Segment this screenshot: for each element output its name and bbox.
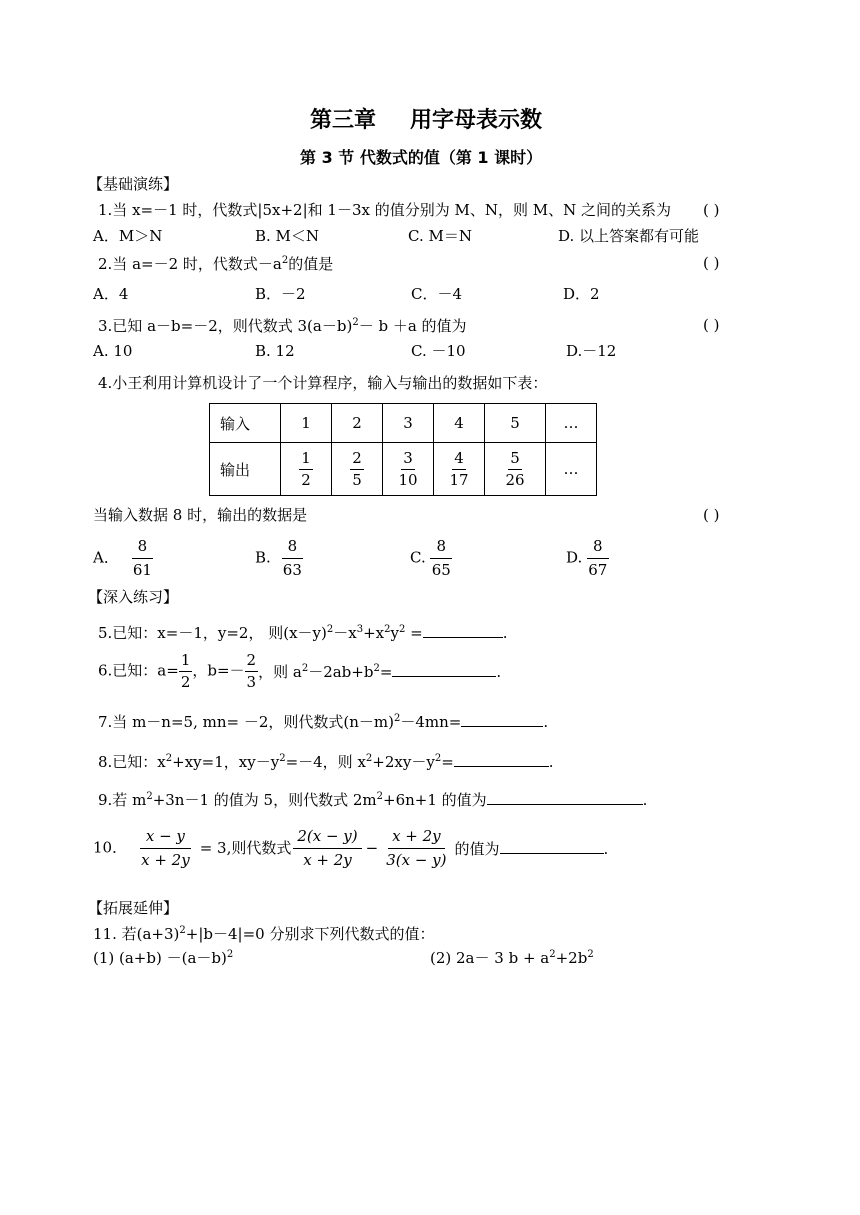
section-deep: 【深入练习】 xyxy=(88,588,179,606)
q6-answer-blank[interactable] xyxy=(392,662,496,677)
q1-option-d: D. 以上答案都有可能 xyxy=(558,227,700,245)
q4-option-b: B. $\frac{8}{63}$ xyxy=(255,537,302,579)
output-cell: $\frac{1}{2}$ xyxy=(281,443,332,496)
input-label: 输入 xyxy=(210,404,281,443)
q9-stem: 9.若 $m^2+3n-1$ 的值为 5，则代数式 $2m^2+6n+1$ 的值为 . xyxy=(98,791,648,809)
input-cell: 3 xyxy=(383,404,434,443)
table-row-output xyxy=(210,443,597,496)
output-cell: $\frac{4}{17}$ xyxy=(434,443,485,496)
input-cell: 5 xyxy=(485,404,546,443)
io-table xyxy=(209,403,597,496)
q4-option-a: A． $\frac{8}{61}$ xyxy=(93,537,152,579)
q2-option-c: C．－4 xyxy=(411,285,463,303)
q3-option-d: D.－12 xyxy=(566,342,617,360)
q6-stem: 6.已知：a= $\frac{1}{2}$ ，b=－ $\frac{2}{3}$ ，则 $a^2-2ab+b^2=$ . xyxy=(98,651,502,691)
q3-answer-paren: ( ) xyxy=(703,316,720,334)
output-cell: $\frac{3}{10}$ xyxy=(383,443,434,496)
title-topic: 用字母表示数 xyxy=(410,108,543,133)
input-cell: 2 xyxy=(332,404,383,443)
table-row-input xyxy=(210,404,597,443)
input-cell: 1 xyxy=(281,404,332,443)
q2-answer-paren: ( ) xyxy=(703,254,720,272)
input-cell: 4 xyxy=(434,404,485,443)
q10-stem: 10． $\frac{x - y}{x + 2y}$ = 3,则代数式 $\frac{2(x - y)}{x + 2y}$ − $\frac{x + 2y}{3(x - y)}$ 的值为 . xyxy=(93,827,609,869)
q3-stem: 3.已知 a－b=－2，则代数式 $3(a-b)^2- b +a$ 的值为 xyxy=(98,317,467,335)
q5-answer-blank[interactable] xyxy=(423,623,503,638)
q8-answer-blank[interactable] xyxy=(454,752,549,767)
q11-part2: (2) 2a－ 3 $b + a^2+2b^2$ xyxy=(430,949,594,967)
q4-option-c: C. $\frac{8}{65}$ xyxy=(410,537,451,579)
q1-option-b: B. M＜N xyxy=(255,227,320,245)
q3-option-c: C. －10 xyxy=(411,342,466,360)
page-title xyxy=(310,110,542,132)
q2-stem: 2.当 a=－2 时，代数式$-a^2$的值是 xyxy=(98,255,334,273)
q2-option-d: D．2 xyxy=(563,285,600,303)
output-cell: $\frac{2}{5}$ xyxy=(332,443,383,496)
q9-answer-blank[interactable] xyxy=(487,790,643,805)
output-label: 输出 xyxy=(210,443,281,496)
section-extend: 【拓展延伸】 xyxy=(88,899,179,917)
q11-part1: (1) $(a+b) -(a-b)^2$ xyxy=(93,949,234,967)
q1-option-a: A．M＞N xyxy=(93,227,163,245)
title-chapter: 第三章 xyxy=(310,108,377,133)
q1-stem: 1.当 x=－1 时，代数式|5x+2|和 1－3x 的值分别为 M、N，则 M、N 之间的关系为 xyxy=(98,201,671,219)
page-subtitle: 第 3 节 代数式的值（第 1 课时） xyxy=(300,148,543,167)
output-cell: … xyxy=(546,443,597,496)
q4-followup: 当输入数据 8 时，输出的数据是 xyxy=(93,506,308,524)
q11-stem: 11. 若$(a+3)^2+|b-4|=0$ 分别求下列代数式的值： xyxy=(93,925,435,943)
q1-answer-paren: ( ) xyxy=(703,201,720,219)
q2-option-b: B．－2 xyxy=(255,285,306,303)
q3-option-b: B. 12 xyxy=(255,342,295,360)
q1-option-c: C. M＝N xyxy=(408,227,472,245)
input-cell: … xyxy=(546,404,597,443)
q4-stem: 4.小王利用计算机设计了一个计算程序，输入与输出的数据如下表： xyxy=(98,374,548,392)
q10-answer-blank[interactable] xyxy=(500,839,604,854)
q3-option-a: A. 10 xyxy=(93,342,133,360)
q4-answer-paren: ( ) xyxy=(703,506,720,524)
output-cell: $\frac{5}{26}$ xyxy=(485,443,546,496)
q7-answer-blank[interactable] xyxy=(461,712,543,727)
q8-stem: 8.已知：$x^2+xy=1$，$xy-y^2=-4$，则 $x^2+2xy-y^2=$ . xyxy=(98,753,554,771)
section-basic: 【基础演练】 xyxy=(88,175,179,193)
q2-option-a: A．4 xyxy=(93,285,129,303)
q5-stem: 5.已知：x=－1，y=2， 则$(x-y)^2-x^3+x^2y^2$ = . xyxy=(98,624,508,642)
q4-option-d: D. $\frac{8}{67}$ xyxy=(566,537,608,579)
q7-stem: 7.当 m－n=5, mn= －2，则代数式$(n-m)^2-4mn=$ . xyxy=(98,713,549,731)
